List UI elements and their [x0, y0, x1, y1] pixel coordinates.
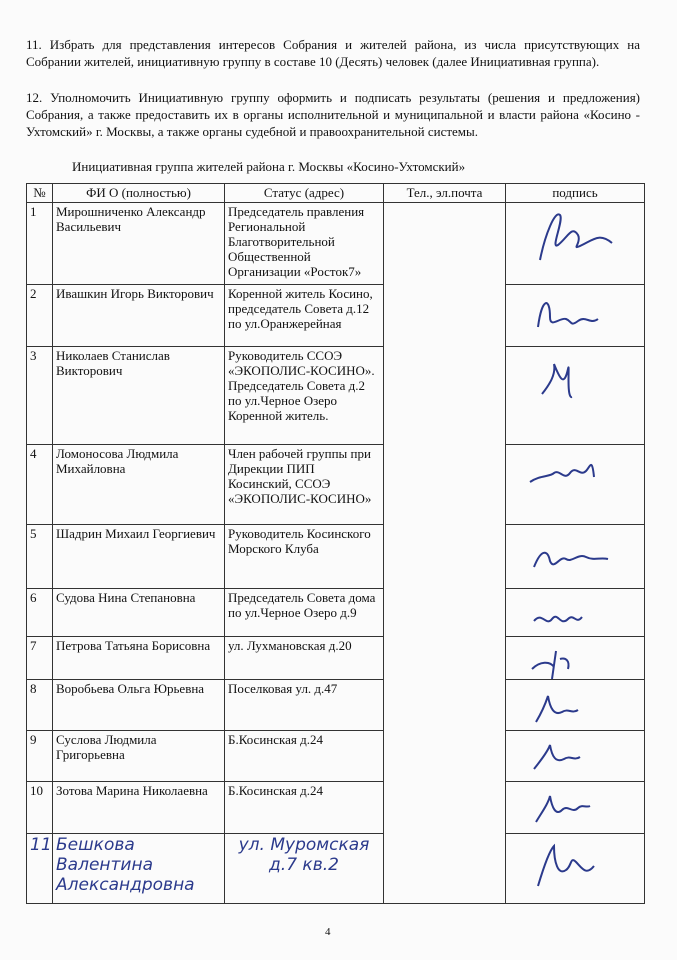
row-number: 9: [27, 731, 53, 782]
row-number: 10: [27, 782, 53, 834]
paragraph-11: 11. Избрать для представления интересов Собрания и жителей района, из числа присутствующих на Собрании жителей, инициативную группу в составе 10 (Десять) человек (далее Инициативная группа).: [26, 37, 640, 69]
row-name: Воробьева Ольга Юрьевна: [53, 680, 225, 731]
row-name: Ивашкин Игорь Викторович: [53, 285, 225, 347]
table-header-row: [27, 184, 645, 203]
row-name: Зотова Марина Николаевна: [53, 782, 225, 834]
row-name: Петрова Татьяна Борисовна: [53, 637, 225, 680]
row-status: Поселковая ул. д.47: [225, 680, 384, 731]
row-status: Председатель правления Региональной Благотворительной Общественной Организации «Росток7»: [225, 203, 384, 285]
row-status: Б.Косинская д.24: [225, 782, 384, 834]
row-status: Руководитель Косинского Морского Клуба: [225, 525, 384, 589]
row-status: Член рабочей группы при Дирекции ПИП Косинский, ССОЭ «ЭКОПОЛИС-КОСИНО»: [225, 445, 384, 525]
signature-3-icon: [520, 349, 620, 409]
table-row: [27, 525, 645, 589]
tel-column-cell: [384, 203, 506, 904]
row-number: 2: [27, 285, 53, 347]
row-name: Ломоносова Людмила Михайловна: [53, 445, 225, 525]
signature-cell: [506, 680, 645, 731]
row-number: 5: [27, 525, 53, 589]
header-tel: Тел., эл.почта: [384, 184, 506, 203]
row-status: Председатель Совета дома по ул.Черное Озеро д.9: [225, 589, 384, 637]
row-name: Николаев Станислав Викторович: [53, 347, 225, 445]
signature-cell: [506, 525, 645, 589]
row-status: ул. Муромская д.7 кв.2: [225, 834, 384, 904]
signature-cell: [506, 834, 645, 904]
table-row: [27, 445, 645, 525]
signature-cell: [506, 445, 645, 525]
signature-cell: [506, 782, 645, 834]
row-status: Коренной житель Косино, председатель Совета д.12 по ул.Оранжерейная: [225, 285, 384, 347]
signature-1-icon: [520, 205, 620, 265]
row-status: ул. Лухмановская д.20: [225, 637, 384, 680]
row-number: 7: [27, 637, 53, 680]
row-name: Бешкова Валентина Александровна: [53, 834, 225, 904]
row-status: Руководитель ССОЭ «ЭКОПОЛИС-КОСИНО». Председатель Совета д.2 по ул.Черное Озеро Коренной житель.: [225, 347, 384, 445]
row-number: 4: [27, 445, 53, 525]
signature-11-icon: [520, 836, 620, 896]
header-signature: подпись: [506, 184, 645, 203]
signature-2-icon: [520, 287, 620, 347]
table-row: [27, 834, 645, 904]
signature-cell: [506, 347, 645, 445]
table-row: [27, 680, 645, 731]
signature-cell: [506, 637, 645, 680]
signature-5-icon: [520, 527, 620, 587]
row-name: Суслова Людмила Григорьевна: [53, 731, 225, 782]
row-status: Б.Косинская д.24: [225, 731, 384, 782]
row-number: 1: [27, 203, 53, 285]
header-name: ФИ О (полностью): [53, 184, 225, 203]
initiative-group-table: [26, 183, 645, 904]
signature-cell: [506, 285, 645, 347]
row-number: 6: [27, 589, 53, 637]
table-row: [27, 782, 645, 834]
table-heading: Инициативная группа жителей района г. Москвы «Косино-Ухтомский»: [72, 159, 466, 174]
table-row: [27, 285, 645, 347]
signature-cell: [506, 589, 645, 637]
table-row: [27, 731, 645, 782]
table-row: [27, 589, 645, 637]
signature-cell: [506, 731, 645, 782]
page-number: 4: [325, 926, 331, 938]
row-name: Шадрин Михаил Георгиевич: [53, 525, 225, 589]
header-number: №: [27, 184, 53, 203]
paragraph-12: 12. Уполномочить Инициативную группу оформить и подписать результаты (решения и предложения) Собрания, а также предоставить их в органы исполнительной и муниципальной и власти района «Косино - Ухтомский» г. Москвы, а также органы судебной и правоохранительной системы.: [26, 90, 640, 139]
table-row: [27, 637, 645, 680]
row-name: Судова Нина Степановна: [53, 589, 225, 637]
row-number: 11: [27, 834, 53, 904]
signature-4-icon: [520, 447, 620, 507]
row-number: 3: [27, 347, 53, 445]
table-row: [27, 203, 645, 285]
row-number: 8: [27, 680, 53, 731]
table-row: [27, 347, 645, 445]
header-status: Статус (адрес): [225, 184, 384, 203]
row-name: Мирошниченко Александр Васильевич: [53, 203, 225, 285]
signature-cell: [506, 203, 645, 285]
